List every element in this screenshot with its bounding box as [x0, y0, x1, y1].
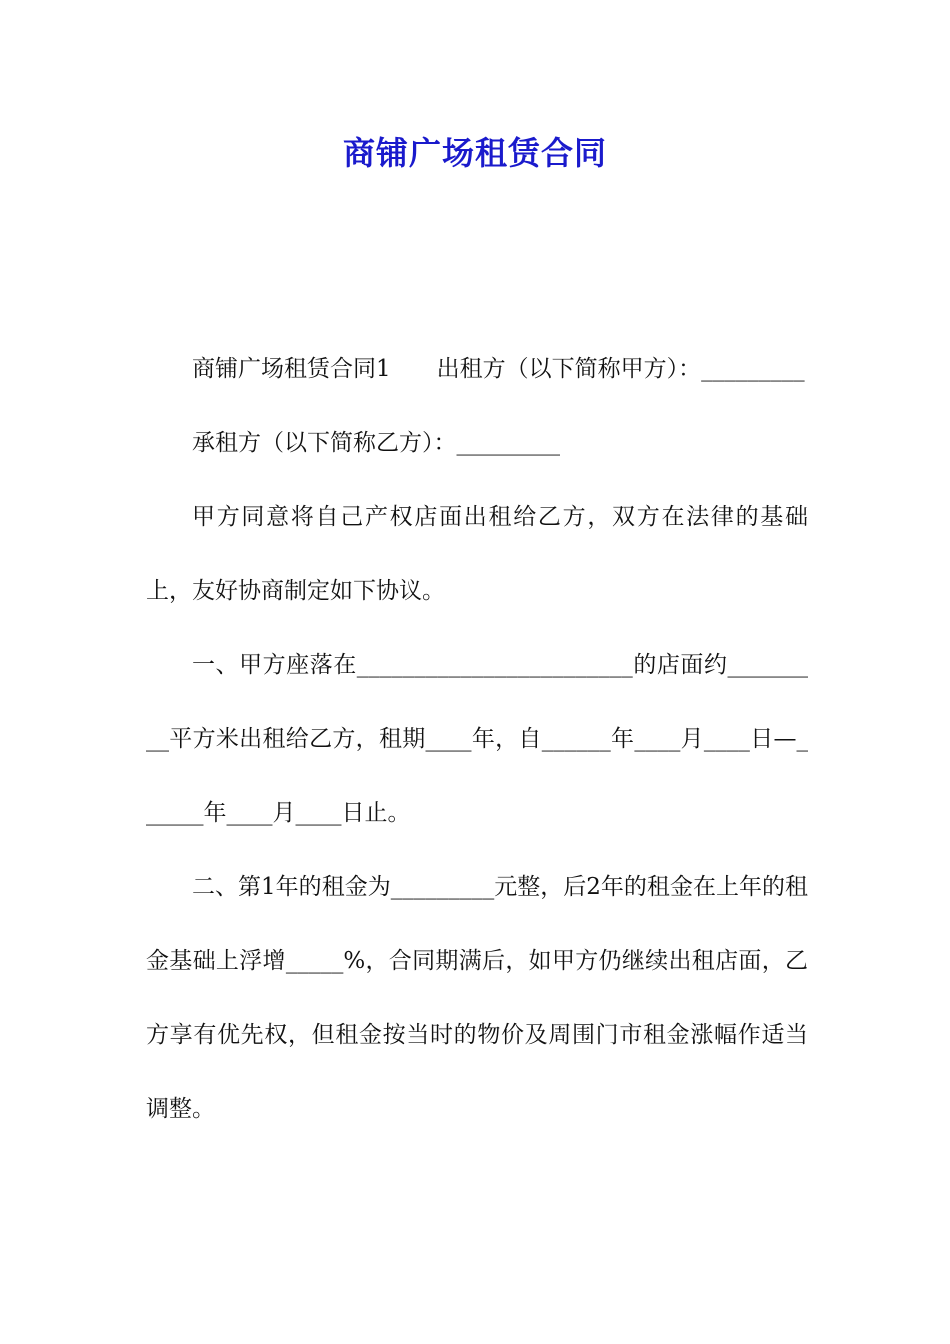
paragraph-lessee: 承租方（以下简称乙方）：_________ — [192, 430, 560, 456]
document-title: 商铺广场租赁合同 — [342, 134, 607, 172]
document-body — [146, 332, 808, 1146]
paragraph-clause-2: 二、第1年的租金为_________元整，后2年的租金在上年的租金基础上浮增_____%，合同期满后，如甲方仍继续出租店面，乙方享有优先权，但租金按当时的物价及周围门市租金涨幅作适当调整。 — [146, 874, 808, 1122]
paragraph-clause-1: 一、甲方座落在________________________的店面约_________平方米出租给乙方，租期____年，自______年____月____日—______年____月____日止。 — [146, 652, 808, 826]
paragraph-lessor: 商铺广场租赁合同1 出租方（以下简称甲方）：_________ — [192, 356, 805, 382]
paragraph-agreement: 甲方同意将自己产权店面出租给乙方，双方在法律的基础上，友好协商制定如下协议。 — [146, 504, 808, 604]
